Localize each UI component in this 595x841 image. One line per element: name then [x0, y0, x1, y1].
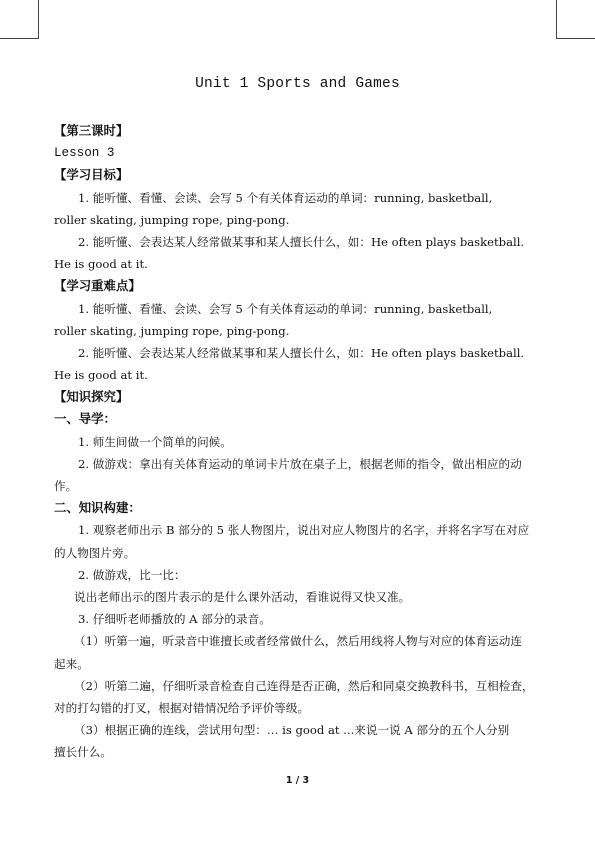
- text-line: roller skating, jumping rope, ping-pong.: [54, 323, 290, 338]
- section-heading: 【学习重难点】: [54, 278, 141, 294]
- text-line: He is good at it.: [54, 368, 148, 383]
- text-line: 作。: [54, 479, 78, 493]
- document-body: [54, 120, 544, 763]
- section-heading: 【第三课时】: [54, 123, 129, 138]
- text-line: 对的打勾错的打叉，根据对错情况给予评价等级。: [54, 700, 310, 715]
- text-line: 3. 仔细听老师播放的 A 部分的录音。: [78, 612, 271, 627]
- text-line: 2. 能听懂、会表达某人经常做某事和某人擅长什么，如：He often plays basketball.: [78, 234, 525, 249]
- section-heading: 二、知识构建：: [54, 500, 141, 516]
- text-line: 2. 能听懂、会表达某人经常做某事和某人擅长什么，如：He often plays basketball.: [78, 345, 525, 360]
- page-corner-mark-top-left: [0, 0, 39, 39]
- text-line: 擅长什么。: [54, 745, 112, 760]
- text-line: 1. 能听懂、看懂、会读、会写 5 个有关体育运动的单词：running, basketball,: [78, 190, 493, 205]
- text-line: 的人物图片旁。: [54, 545, 136, 560]
- section-heading: 一、导学：: [54, 411, 116, 427]
- text-line: 2. 做游戏，比一比：: [78, 567, 186, 582]
- text-line: roller skating, jumping rope, ping-pong.: [54, 212, 290, 227]
- text-line: 1. 观察老师出示 B 部分的 5 张人物图片，说出对应人物图片的名字，并将名字写在对应: [78, 523, 530, 538]
- text-line: 1. 能听懂、看懂、会读、会写 5 个有关体育运动的单词：running, basketball,: [78, 301, 493, 316]
- text-line: He is good at it.: [54, 257, 148, 272]
- text-line: 说出老师出示的图片表示的是什么课外活动，看谁说得又快又准。: [74, 589, 411, 604]
- page-corner-mark-top-right: [556, 0, 595, 39]
- page-number: 1 / 3: [285, 775, 310, 786]
- document-title: Unit 1 Sports and Games: [195, 76, 400, 92]
- text-line: （1）听第一遍，听录音中谁擅长或者经常做什么，然后用线将人物与对应的体育运动连: [74, 634, 522, 649]
- section-heading: 【学习目标】: [54, 167, 129, 183]
- text-line: 起来。: [54, 656, 89, 671]
- text-line: Lesson 3: [54, 146, 115, 161]
- section-heading: 【知识探究】: [54, 389, 129, 405]
- text-line: （3）根据正确的连线，尝试用句型：… is good at ...来说一说 A 部分的五个人分别: [74, 723, 510, 738]
- text-line: 1. 师生间做一个简单的问候。: [78, 434, 232, 449]
- text-line: （2）听第二遍，仔细听录音检查自己连得是否正确，然后和同桌交换教科书，互相检查，: [74, 678, 534, 693]
- text-line: 2. 做游戏：拿出有关体育运动的单词卡片放在桌子上，根据老师的指令，做出相应的动: [78, 456, 522, 471]
